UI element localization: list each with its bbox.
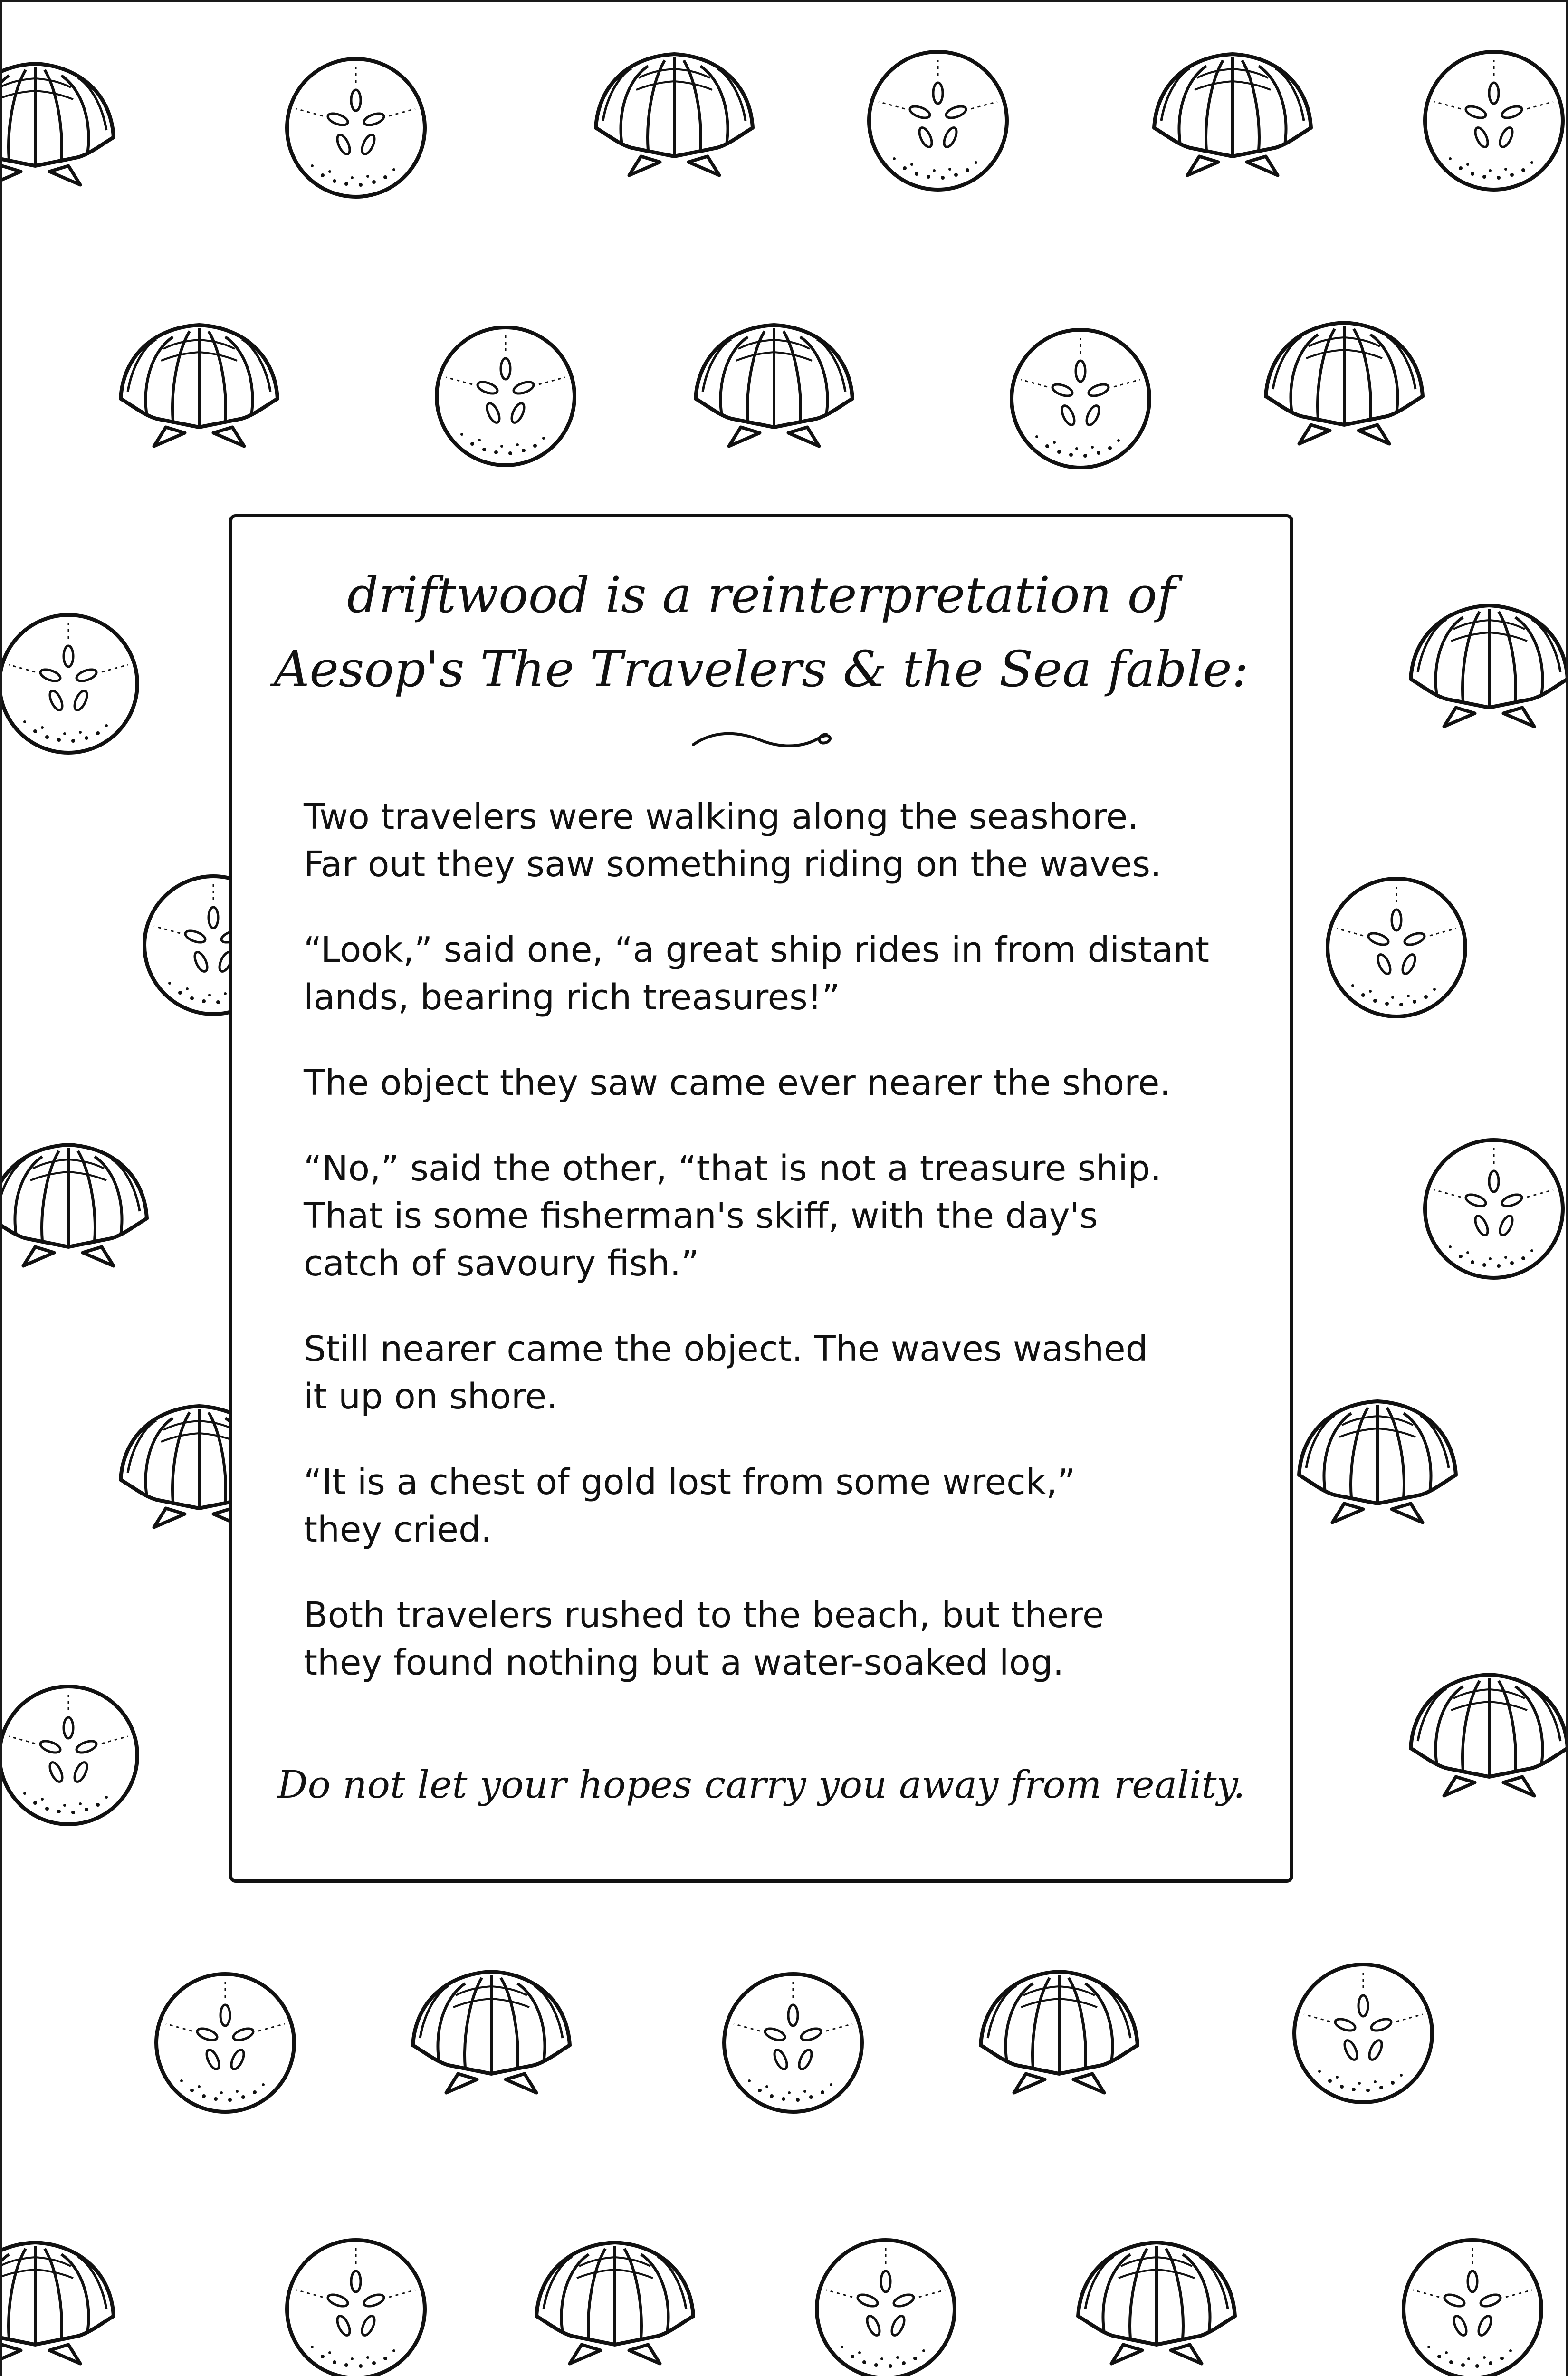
fable-moral: Do not let your hopes carry you away from reality. (277, 1763, 1245, 1807)
seashell-icon (2, 64, 114, 185)
fable-line: “No,” said the other, “that is not a treasure ship. (304, 1148, 1162, 1189)
fable-line: “It is a chest of gold lost from some wreck,” (304, 1462, 1076, 1503)
fable-paragraph (304, 1325, 1235, 1420)
flourish-divider-icon (688, 722, 841, 755)
title-sea: Sea (999, 640, 1092, 698)
fable-line: Still nearer came the object. The waves washed (304, 1329, 1148, 1370)
fable-line: it up on shore. (304, 1376, 558, 1417)
seashell-icon (981, 1972, 1138, 2093)
fable-line: they found nothing but a water-soaked log. (304, 1642, 1064, 1683)
fable-paragraph (304, 1458, 1235, 1553)
seashell-icon (1411, 1675, 1568, 1796)
fable-line: catch of savoury fish.” (304, 1243, 699, 1284)
fable-line: That is some fisherman's skiff, with the day's (304, 1196, 1098, 1236)
seashell-icon (1266, 323, 1423, 444)
seashell-icon (121, 325, 277, 446)
sand-dollar-icon (869, 52, 1007, 190)
seashell-icon (1411, 605, 1568, 727)
fable-line: lands, bearing rich treasures!” (304, 977, 840, 1018)
seashell-icon (536, 2242, 693, 2364)
sand-dollar-icon (1425, 1140, 1563, 1278)
seashell-icon (596, 54, 753, 175)
fable-line: Two travelers were walking along the seashore. (304, 796, 1139, 837)
seashell-icon (413, 1972, 570, 2093)
fable-line: Far out they saw something riding on the waves. (304, 844, 1162, 885)
title-line-1 (232, 566, 1290, 624)
title-the-travelers: The Travelers (480, 640, 827, 698)
sand-dollar-icon (1328, 879, 1465, 1016)
sand-dollar-icon (2, 615, 137, 753)
fable-paragraph (304, 1059, 1235, 1107)
fable-text (304, 793, 1235, 1725)
title-aesops: Aesop's (274, 640, 480, 698)
seashell-icon (1078, 2242, 1235, 2364)
fable-line: Both travelers rushed to the beach, but there (304, 1595, 1104, 1636)
sand-dollar-icon (437, 327, 574, 465)
fable-line: “Look,” said one, “a great ship rides in from distant (304, 929, 1210, 970)
fable-paragraph (304, 1591, 1235, 1686)
fable-paragraph (304, 1145, 1235, 1287)
sand-dollar-icon (1012, 330, 1149, 468)
sand-dollar-icon (287, 59, 425, 197)
title-reinterpretation: is a reinterpretation of (589, 566, 1176, 624)
fable-line: The object they saw came ever nearer the shore. (304, 1063, 1171, 1103)
fable-paragraph (304, 793, 1235, 888)
sand-dollar-icon (1294, 1964, 1432, 2102)
seashell-icon (2, 1145, 147, 1266)
sand-dollar-icon (2, 1686, 137, 1824)
title-driftwood: driftwood (347, 566, 590, 624)
fable-paragraph (304, 926, 1235, 1021)
sand-dollar-icon (1425, 52, 1563, 190)
fable-line: they cried. (304, 1509, 492, 1550)
seashell-icon (2, 2242, 114, 2364)
sand-dollar-icon (724, 1974, 862, 2112)
seashell-icon (696, 325, 852, 446)
sand-dollar-icon (156, 1974, 294, 2112)
fable-card (229, 514, 1293, 1883)
title-fable: fable: (1091, 640, 1249, 698)
title-line-2 (232, 640, 1290, 698)
sand-dollar-icon (817, 2240, 955, 2376)
seashell-icon (1299, 1401, 1456, 1523)
sand-dollar-icon (1404, 2240, 1541, 2376)
title-and-the: & the (827, 640, 999, 698)
sand-dollar-icon (287, 2240, 425, 2376)
seashell-icon (1154, 54, 1311, 175)
